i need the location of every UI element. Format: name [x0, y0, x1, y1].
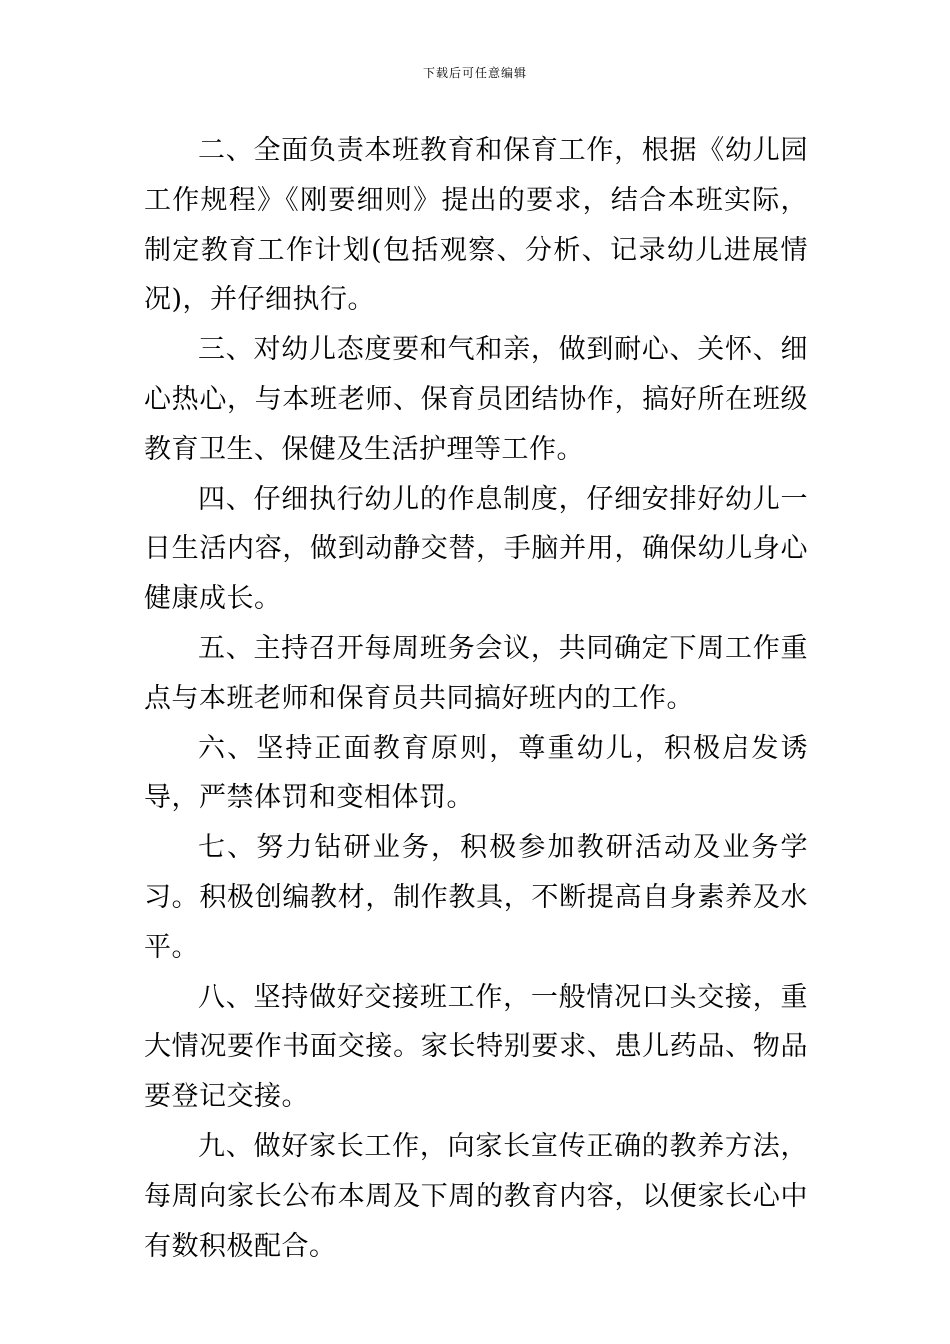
- paragraph-2: 二、全面负责本班教育和保育工作，根据《幼儿园工作规程》《刚要细则》提出的要求，结合本班实际，制定教育工作计划(包括观察、分析、记录幼儿进展情况)，并仔细执行。: [144, 135, 808, 316]
- paragraph-6: 六、坚持正面教育原则，尊重幼儿，积极启发诱导，严禁体罚和变相体罚。: [144, 732, 808, 814]
- paragraph-4: 四、仔细执行幼儿的作息制度，仔细安排好幼儿一日生活内容，做到动静交替，手脑并用，确保幼儿身心健康成长。: [144, 483, 808, 615]
- document-body: [144, 126, 808, 1271]
- paragraph-3: 三、对幼儿态度要和气和亲，做到耐心、关怀、细心热心，与本班老师、保育员团结协作，搞好所在班级教育卫生、保健及生活护理等工作。: [144, 334, 808, 465]
- page-header-note: 下载后可任意编辑: [422, 66, 527, 80]
- paragraph-7: 七、努力钻研业务，积极参加教研活动及业务学习。积极创编教材，制作教具，不断提高自身素养及水平。: [144, 832, 808, 963]
- paragraph-5: 五、主持召开每周班务会议，共同确定下周工作重点与本班老师和保育员共同搞好班内的工作。: [144, 632, 808, 714]
- paragraph-9: 九、做好家长工作，向家长宣传正确的教养方法，每周向家长公布本周及下周的教育内容，以便家长心中有数积极配合。: [144, 1130, 808, 1262]
- paragraph-8: 八、坚持做好交接班工作，一般情况口头交接，重大情况要作书面交接。家长特别要求、患儿药品、物品要登记交接。: [144, 981, 808, 1113]
